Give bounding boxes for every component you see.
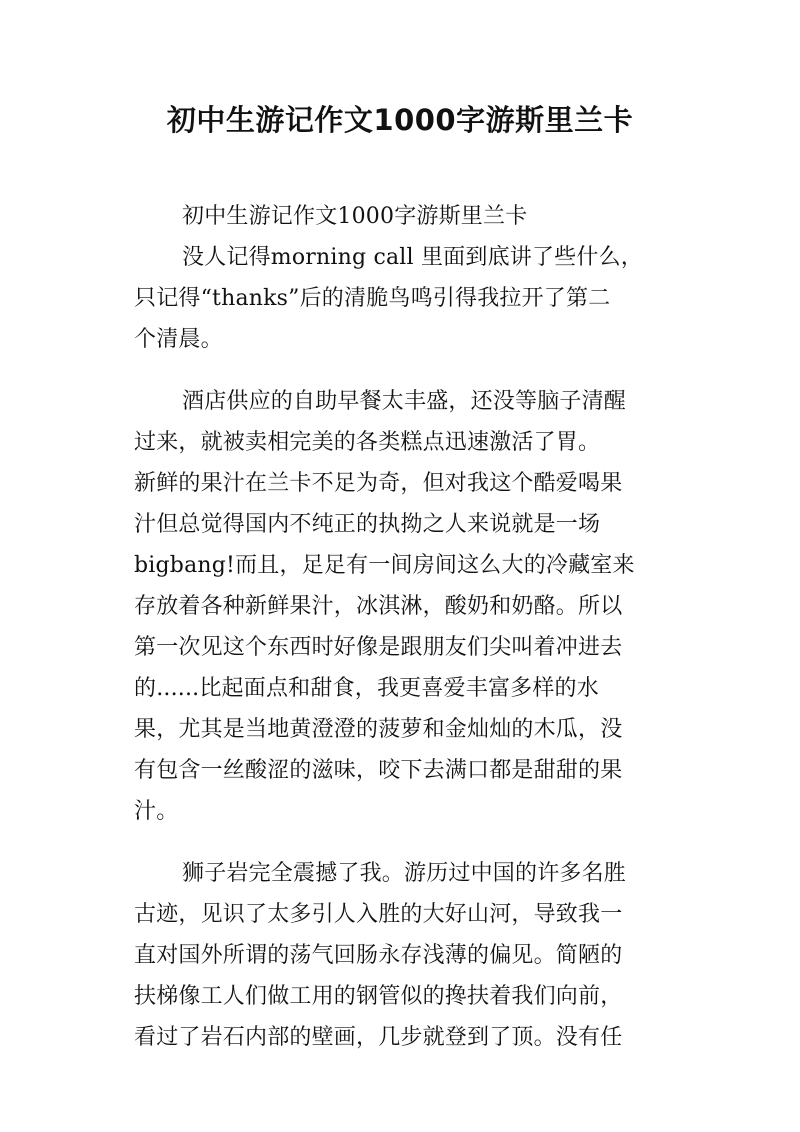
paragraph-line: 存放着各种新鲜果汁，冰淇淋，酸奶和奶酪。所以 <box>134 594 623 619</box>
paragraph-gap <box>134 832 664 853</box>
paragraph-line: 个清晨。 <box>134 327 223 352</box>
paragraph-line: 汁。 <box>134 799 179 824</box>
paragraph-line: 扶梯像工人们做工用的钢管似的搀扶着我们向前， <box>134 984 623 1009</box>
paragraph-line: 的......比起面点和甜食，我更喜爱丰富多样的水 <box>134 676 599 701</box>
paragraph-lion-rock <box>134 853 664 1058</box>
document-title: 初中生游记作文1000字游斯里兰卡 <box>166 103 634 137</box>
paragraph-line: 狮子岩完全震撼了我。游历过中国的许多名胜 <box>182 861 627 886</box>
paragraph-line: 汁但总觉得国内不纯正的执拗之人来说就是一场 <box>134 512 601 537</box>
paragraph-line: 没人记得morning call 里面到底讲了些什么， <box>182 245 643 270</box>
paragraph-line: 看过了岩石内部的壁画，几步就登到了顶。没有任 <box>134 1025 623 1050</box>
paragraph-line: 酒店供应的自助早餐太丰盛，还没等脑子清醒 <box>182 389 627 414</box>
paragraph-line: 过来，就被卖相完美的各类糕点迅速激活了胃。 <box>134 430 601 455</box>
paragraph-line: 初中生游记作文1000字游斯里兰卡 <box>182 204 528 229</box>
paragraph-breakfast <box>134 381 664 832</box>
paragraph-line: 有包含一丝酸涩的滋味，咬下去满口都是甜甜的果 <box>134 758 623 783</box>
paragraph-intro <box>134 237 664 360</box>
paragraph-heading <box>134 196 664 237</box>
paragraph-line: 第一次见这个东西时好像是跟朋友们尖叫着冲进去 <box>134 635 623 660</box>
paragraph-line: 果，尤其是当地黄澄澄的菠萝和金灿灿的木瓜，没 <box>134 717 623 742</box>
paragraph-gap <box>134 360 664 381</box>
paragraph-line: bigbang!而且，足足有一间房间这么大的冷藏室来 <box>134 553 635 578</box>
paragraph-line: 新鲜的果汁在兰卡不足为奇，但对我这个酷爱喝果 <box>134 471 623 496</box>
paragraph-line: 直对国外所谓的荡气回肠永存浅薄的偏见。简陋的 <box>134 943 623 968</box>
document-body <box>134 196 664 1058</box>
paragraph-line: 古迹，见识了太多引人入胜的大好山河，导致我一 <box>134 902 623 927</box>
paragraph-line: 只记得“thanks”后的清脆鸟鸣引得我拉开了第二 <box>134 286 611 311</box>
